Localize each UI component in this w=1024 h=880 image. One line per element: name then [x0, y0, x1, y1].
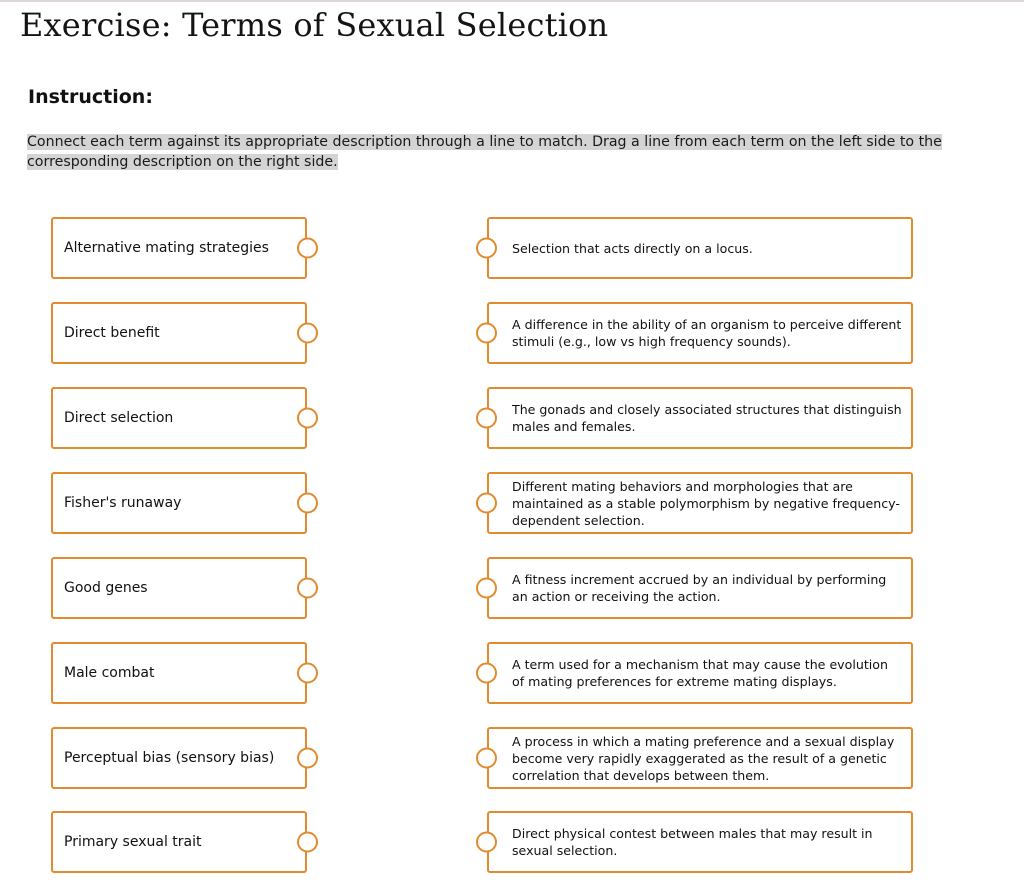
term-label: Alternative mating strategies — [64, 240, 269, 256]
page-title: Exercise: Terms of Sexual Selection — [20, 6, 609, 44]
instruction-text-highlight: Connect each term against its appropriate description through a line to match. Drag a line from each term on the left side to the corresponding description on the right side. — [27, 134, 942, 170]
description-box[interactable] — [487, 727, 913, 789]
description-box[interactable] — [487, 217, 913, 279]
term-label: Direct benefit — [64, 325, 160, 341]
instruction-heading: Instruction: — [28, 86, 153, 108]
term-connector-handle-icon[interactable] — [297, 832, 318, 853]
description-text: A difference in the ability of an organism to perceive different stimuli (e.g., low vs high frequency sounds). — [512, 317, 902, 349]
description-connector-handle-icon[interactable] — [476, 323, 497, 344]
description-text: Direct physical contest between males that may result in sexual selection. — [512, 826, 873, 858]
term-box-male-combat[interactable] — [51, 642, 307, 704]
term-label: Male combat — [64, 665, 155, 681]
description-box[interactable] — [487, 642, 913, 704]
term-connector-handle-icon[interactable] — [297, 578, 318, 599]
term-connector-handle-icon[interactable] — [297, 493, 318, 514]
term-connector-handle-icon[interactable] — [297, 748, 318, 769]
description-text: Selection that acts directly on a locus. — [512, 240, 753, 256]
term-label: Good genes — [64, 580, 148, 596]
description-box[interactable] — [487, 302, 913, 364]
top-divider — [0, 0, 1024, 2]
description-connector-handle-icon[interactable] — [476, 748, 497, 769]
description-connector-handle-icon[interactable] — [476, 493, 497, 514]
description-box[interactable] — [487, 811, 913, 873]
term-connector-handle-icon[interactable] — [297, 238, 318, 259]
term-label: Primary sexual trait — [64, 834, 202, 850]
description-text: A term used for a mechanism that may cause the evolution of mating preferences for extreme mating displays. — [512, 657, 888, 689]
description-text: A fitness increment accrued by an individual by performing an action or receiving the action. — [512, 572, 887, 604]
description-connector-handle-icon[interactable] — [476, 238, 497, 259]
description-text: Different mating behaviors and morphologies that are maintained as a stable polymorphism by negative frequency-dependent selection. — [512, 478, 900, 528]
description-box[interactable] — [487, 557, 913, 619]
description-connector-handle-icon[interactable] — [476, 832, 497, 853]
description-box[interactable] — [487, 387, 913, 449]
term-label: Fisher's runaway — [64, 495, 182, 511]
term-box-alternative-mating-strategies[interactable] — [51, 217, 307, 279]
description-text: The gonads and closely associated structures that distinguish males and females. — [512, 402, 902, 434]
term-connector-handle-icon[interactable] — [297, 323, 318, 344]
term-label: Perceptual bias (sensory bias) — [64, 750, 275, 766]
term-box-direct-benefit[interactable] — [51, 302, 307, 364]
term-label: Direct selection — [64, 410, 174, 426]
description-connector-handle-icon[interactable] — [476, 578, 497, 599]
term-box-primary-sexual-trait[interactable] — [51, 811, 307, 873]
instruction-text — [27, 132, 977, 172]
description-text: A process in which a mating preference and a sexual display become very rapidly exaggerated as the result of a genetic correlation that develops between them. — [512, 733, 895, 783]
term-box-direct-selection[interactable] — [51, 387, 307, 449]
term-box-perceptual-bias[interactable] — [51, 727, 307, 789]
description-connector-handle-icon[interactable] — [476, 408, 497, 429]
description-connector-handle-icon[interactable] — [476, 663, 497, 684]
term-connector-handle-icon[interactable] — [297, 663, 318, 684]
term-connector-handle-icon[interactable] — [297, 408, 318, 429]
term-box-fishers-runaway[interactable] — [51, 472, 307, 534]
term-box-good-genes[interactable] — [51, 557, 307, 619]
description-box[interactable] — [487, 472, 913, 534]
